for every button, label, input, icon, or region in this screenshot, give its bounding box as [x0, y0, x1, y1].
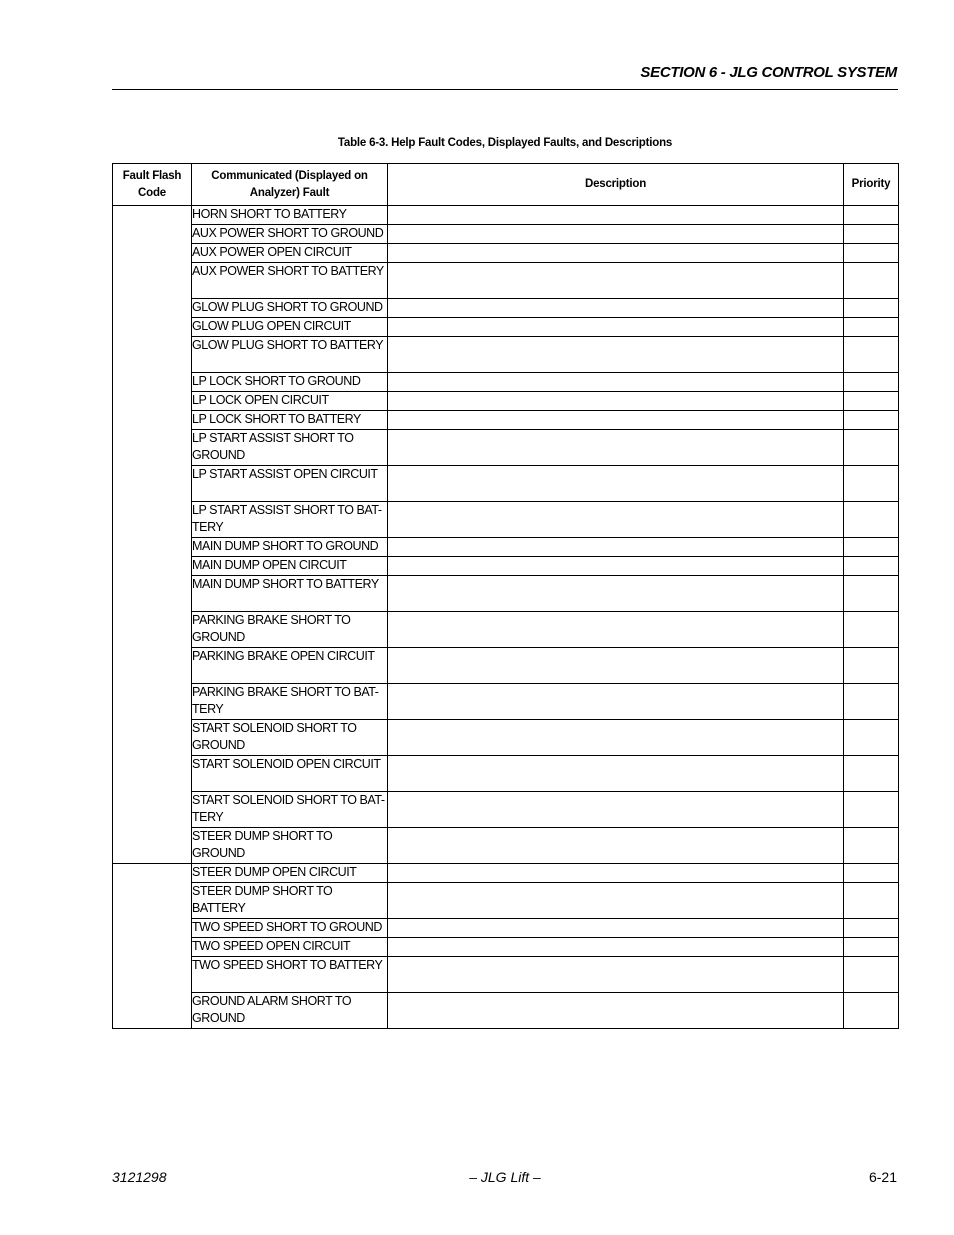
fault-cell: TWO SPEED SHORT TO GROUND — [192, 919, 388, 938]
fault-cell: PARKING BRAKE SHORT TO BAT-TERY — [192, 684, 388, 720]
table-row — [113, 864, 899, 883]
priority-cell — [844, 684, 899, 720]
flash-code-cell — [113, 206, 192, 864]
table-row — [113, 720, 899, 756]
fault-cell: STEER DUMP SHORT TO BATTERY — [192, 883, 388, 919]
description-cell — [388, 225, 844, 244]
priority-cell — [844, 938, 899, 957]
fault-cell: GLOW PLUG SHORT TO BATTERY — [192, 337, 388, 373]
fault-cell: LP LOCK OPEN CIRCUIT — [192, 392, 388, 411]
priority-cell — [844, 557, 899, 576]
fault-cell: PARKING BRAKE SHORT TO GROUND — [192, 612, 388, 648]
column-header-description: Description — [388, 164, 844, 206]
description-cell — [388, 938, 844, 957]
description-cell — [388, 957, 844, 993]
column-header-priority: Priority — [844, 164, 899, 206]
table-row — [113, 411, 899, 430]
priority-cell — [844, 299, 899, 318]
fault-cell: LP LOCK SHORT TO BATTERY — [192, 411, 388, 430]
table-row — [113, 337, 899, 373]
section-title: SECTION 6 - JLG CONTROL SYSTEM — [640, 64, 897, 81]
priority-cell — [844, 263, 899, 299]
priority-cell — [844, 648, 899, 684]
footer-brand: – JLG Lift – — [469, 1169, 541, 1185]
description-cell — [388, 244, 844, 263]
description-cell — [388, 318, 844, 337]
table-row — [113, 502, 899, 538]
priority-cell — [844, 430, 899, 466]
fault-table — [112, 163, 899, 1029]
table-row — [113, 684, 899, 720]
priority-cell — [844, 919, 899, 938]
description-cell — [388, 538, 844, 557]
fault-cell: GLOW PLUG OPEN CIRCUIT — [192, 318, 388, 337]
table-row — [113, 957, 899, 993]
table-row — [113, 244, 899, 263]
description-cell — [388, 299, 844, 318]
description-cell — [388, 337, 844, 373]
priority-cell — [844, 957, 899, 993]
description-cell — [388, 557, 844, 576]
priority-cell — [844, 337, 899, 373]
description-cell — [388, 720, 844, 756]
table-row — [113, 430, 899, 466]
table-row — [113, 299, 899, 318]
priority-cell — [844, 864, 899, 883]
priority-cell — [844, 756, 899, 792]
description-cell — [388, 756, 844, 792]
description-cell — [388, 612, 844, 648]
priority-cell — [844, 206, 899, 225]
description-cell — [388, 263, 844, 299]
fault-cell: STEER DUMP SHORT TO GROUND — [192, 828, 388, 864]
table-row — [113, 828, 899, 864]
table-row — [113, 993, 899, 1029]
description-cell — [388, 993, 844, 1029]
fault-cell: TWO SPEED OPEN CIRCUIT — [192, 938, 388, 957]
description-cell — [388, 648, 844, 684]
description-cell — [388, 466, 844, 502]
table-row — [113, 756, 899, 792]
priority-cell — [844, 373, 899, 392]
fault-cell: LP START ASSIST OPEN CIRCUIT — [192, 466, 388, 502]
fault-cell: MAIN DUMP SHORT TO GROUND — [192, 538, 388, 557]
table-row — [113, 318, 899, 337]
priority-cell — [844, 392, 899, 411]
description-cell — [388, 502, 844, 538]
doc-number: 3121298 — [112, 1169, 167, 1185]
table-row — [113, 792, 899, 828]
priority-cell — [844, 411, 899, 430]
priority-cell — [844, 993, 899, 1029]
table-row — [113, 263, 899, 299]
priority-cell — [844, 538, 899, 557]
fault-cell: AUX POWER SHORT TO GROUND — [192, 225, 388, 244]
priority-cell — [844, 828, 899, 864]
fault-cell: START SOLENOID SHORT TO BAT-TERY — [192, 792, 388, 828]
fault-cell: MAIN DUMP SHORT TO BATTERY — [192, 576, 388, 612]
column-header-fault: Communicated (Displayed on Analyzer) Fault — [192, 164, 388, 206]
table-row — [113, 576, 899, 612]
fault-cell: AUX POWER OPEN CIRCUIT — [192, 244, 388, 263]
description-cell — [388, 206, 844, 225]
priority-cell — [844, 466, 899, 502]
table-row — [113, 225, 899, 244]
table-header-row — [113, 164, 899, 206]
priority-cell — [844, 720, 899, 756]
description-cell — [388, 430, 844, 466]
flash-code-cell — [113, 864, 192, 1029]
priority-cell — [844, 792, 899, 828]
table-row — [113, 938, 899, 957]
description-cell — [388, 684, 844, 720]
table-row — [113, 612, 899, 648]
fault-cell: MAIN DUMP OPEN CIRCUIT — [192, 557, 388, 576]
column-header-flash-code: Fault Flash Code — [113, 164, 192, 206]
priority-cell — [844, 612, 899, 648]
table-row — [113, 206, 899, 225]
description-cell — [388, 576, 844, 612]
table-row — [113, 392, 899, 411]
description-cell — [388, 864, 844, 883]
priority-cell — [844, 318, 899, 337]
priority-cell — [844, 225, 899, 244]
table-row — [113, 919, 899, 938]
table-row — [113, 466, 899, 502]
fault-cell: PARKING BRAKE OPEN CIRCUIT — [192, 648, 388, 684]
header-rule — [112, 89, 898, 90]
fault-table-body — [113, 206, 899, 1029]
fault-cell: GLOW PLUG SHORT TO GROUND — [192, 299, 388, 318]
table-row — [113, 538, 899, 557]
priority-cell — [844, 502, 899, 538]
fault-cell: STEER DUMP OPEN CIRCUIT — [192, 864, 388, 883]
page-number: 6-21 — [868, 1169, 897, 1185]
description-cell — [388, 392, 844, 411]
description-cell — [388, 883, 844, 919]
fault-cell: LP START ASSIST SHORT TO GROUND — [192, 430, 388, 466]
table-row — [113, 883, 899, 919]
fault-cell: GROUND ALARM SHORT TO GROUND — [192, 993, 388, 1029]
priority-cell — [844, 244, 899, 263]
fault-cell: START SOLENOID OPEN CIRCUIT — [192, 756, 388, 792]
table-row — [113, 648, 899, 684]
table-caption: Table 6-3. Help Fault Codes, Displayed Faults, and Descriptions — [337, 137, 673, 149]
fault-cell: LP LOCK SHORT TO GROUND — [192, 373, 388, 392]
fault-cell: AUX POWER SHORT TO BATTERY — [192, 263, 388, 299]
table-row — [113, 373, 899, 392]
priority-cell — [844, 883, 899, 919]
fault-cell: TWO SPEED SHORT TO BATTERY — [192, 957, 388, 993]
description-cell — [388, 411, 844, 430]
description-cell — [388, 828, 844, 864]
fault-cell: LP START ASSIST SHORT TO BAT-TERY — [192, 502, 388, 538]
table-row — [113, 557, 899, 576]
fault-cell: START SOLENOID SHORT TO GROUND — [192, 720, 388, 756]
fault-cell: HORN SHORT TO BATTERY — [192, 206, 388, 225]
description-cell — [388, 919, 844, 938]
description-cell — [388, 373, 844, 392]
description-cell — [388, 792, 844, 828]
priority-cell — [844, 576, 899, 612]
